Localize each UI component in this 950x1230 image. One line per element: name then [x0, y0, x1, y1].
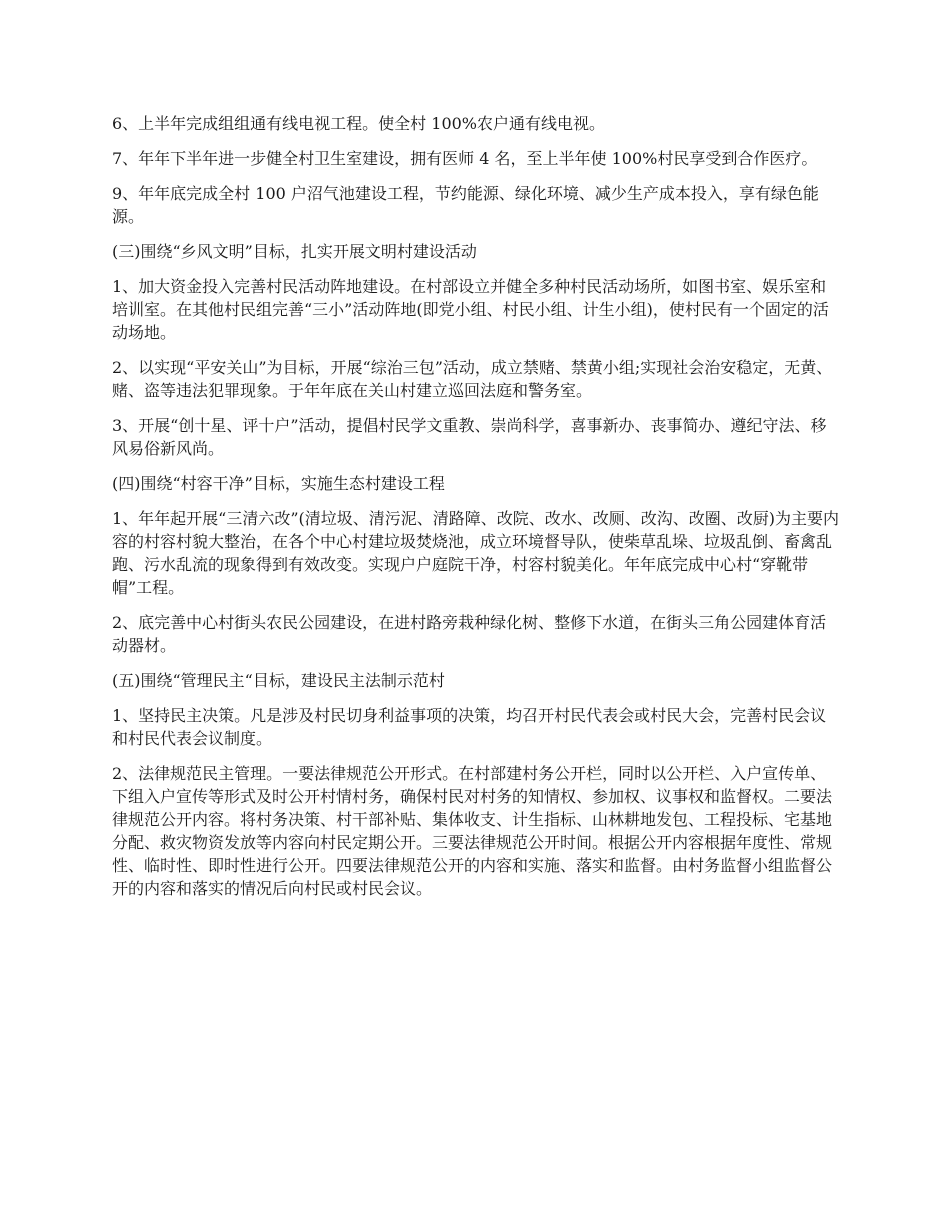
paragraph-item-4-2: 2、底完善中心村街头农民公园建设，在进村路旁栽种绿化树、整修下水道，在街头三角公园建体育活动器材。	[112, 613, 827, 655]
paragraph-item-3-2: 2、以实现“平安关山”为目标，开展“综治三包”活动，成立禁赌、禁黄小组;实现社会治安稳定，无黄、赌、盗等违法犯罪现象。于年年底在关山村建立巡回法庭和警务室。	[112, 358, 833, 400]
paragraph-item-5-1: 1、坚持民主决策。凡是涉及村民切身利益事项的决策，均召开村民代表会或村民大会，完善村民会议和村民代表会议制度。	[112, 706, 827, 748]
section-heading-4: (四)围绕“村容干净”目标，实施生态村建设工程	[112, 474, 445, 493]
paragraph-item-6: 6、上半年完成组组通有线电视工程。使全村 100%农户通有线电视。	[112, 114, 606, 133]
section-heading-5: (五)围绕“管理民主“目标，建设民主法制示范村	[112, 671, 445, 690]
paragraph-item-3-1: 1、加大资金投入完善村民活动阵地建设。在村部设立并健全多种村民活动场所，如图书室、娱乐室和培训室。在其他村民组完善“三小”活动阵地(即党小组、村民小组、计生小组)，使村民有一个固定的活动场地。	[112, 277, 829, 342]
paragraph-item-3-3: 3、开展“创十星、评十户”活动，提倡村民学文重教、崇尚科学，喜事新办、丧事简办、遵纪守法、移风易俗新风尚。	[112, 416, 827, 458]
section-heading-3: (三)围绕“乡风文明”目标，扎实开展文明村建设活动	[112, 242, 477, 261]
paragraph-item-7: 7、年年下半年进一步健全村卫生室建设，拥有医师 4 名，至上半年使 100%村民享受到合作医疗。	[112, 149, 818, 168]
paragraph-item-5-2: 2、法律规范民主管理。一要法律规范公开形式。在村部建村务公开栏，同时以公开栏、入户宣传单、下组入户宣传等形式及时公开村情村务，确保村民对村务的知情权、参加权、议事权和监督权。二要法律规范公开内容。将村务决策、村干部补贴、集体收支、计生指标、山林耕地发包、工程投标、宅基地分配、救灾物资发放等内容向村民定期公开。三要法律规范公开时间。根据公开内容根据年度性、常规性、临时性、即时性进行公开。四要法律规范公开的内容和实施、落实和监督。由村务监督小组监督公开的内容和落实的情况后向村民或村民会议。	[112, 764, 833, 898]
paragraph-item-9: 9、年年底完成全村 100 户沼气池建设工程，节约能源、绿化环境、减少生产成本投入，享有绿色能源。	[112, 184, 819, 226]
document-page	[112, 112, 842, 912]
paragraph-item-4-1: 1、年年起开展“三清六改”(清垃圾、清污泥、清路障、改院、改水、改厕、改沟、改圈、改厨)为主要内容的村容村貌大整治，在各个中心村建垃圾焚烧池，成立环境督导队，使柴草乱垛、垃圾乱倒、畜禽乱跑、污水乱流的现象得到有效改变。实现户户庭院干净，村容村貌美化。年年底完成中心村“穿靴带帽”工程。	[112, 509, 840, 597]
